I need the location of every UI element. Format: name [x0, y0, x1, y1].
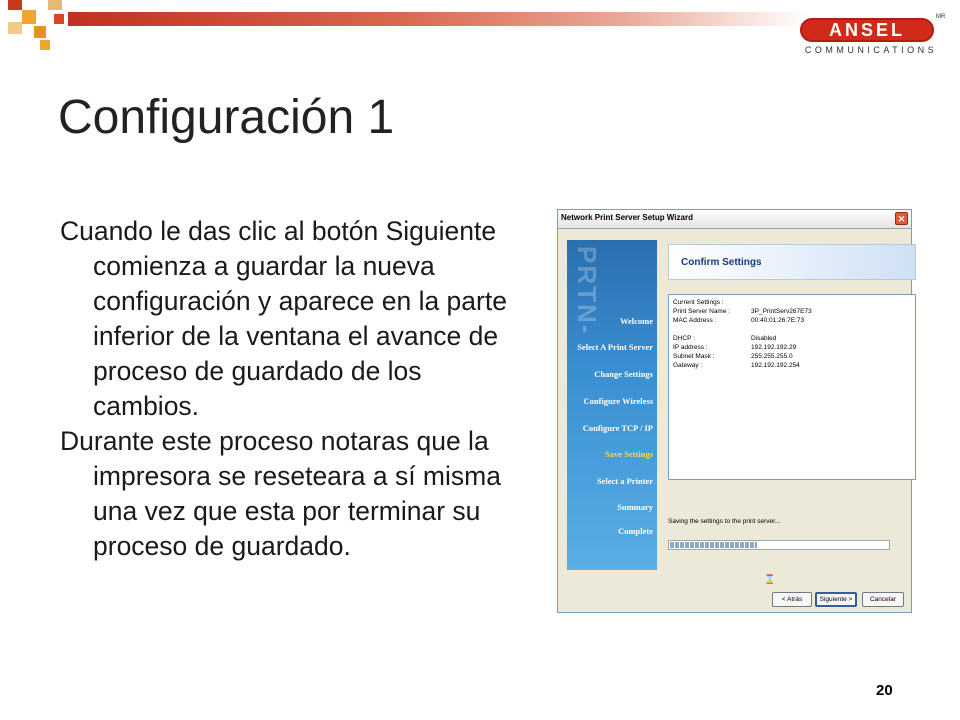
- settings-row: Print Server Name : 3P_PrintServ267E73: [673, 308, 812, 315]
- logo-mark: MR: [936, 14, 946, 20]
- slide-body: [60, 214, 530, 564]
- setup-wizard-dialog: [557, 209, 912, 613]
- settings-title: Current Settings :: [673, 299, 724, 306]
- next-button[interactable]: Siguiente >: [815, 592, 857, 607]
- slide-title: Configuración 1: [58, 91, 395, 144]
- cancel-button[interactable]: Cancelar: [862, 592, 904, 607]
- step-configure-tcpip: Configure TCP / IP: [582, 423, 653, 433]
- decor-square: [22, 10, 36, 24]
- step-save-settings: Save Settings: [605, 449, 653, 459]
- decor-square: [48, 0, 62, 10]
- step-complete: Complete: [618, 526, 653, 536]
- decor-square: [54, 14, 64, 24]
- page-number: 20: [876, 682, 893, 699]
- settings-summary-box: [668, 294, 916, 480]
- dialog-titlebar: [558, 210, 911, 229]
- sidebar-brand: PRTN-: [572, 246, 602, 336]
- paragraph: Durante este proceso notaras que la impresora se reseteara a sí misma una vez que esta por terminar su proceso de guardado.: [60, 426, 501, 561]
- close-icon[interactable]: ✕: [895, 212, 908, 225]
- step-select-print-server: Select A Print Server: [577, 342, 653, 352]
- paragraph: Cuando le das clic al botón Siguiente comienza a guardar la nueva configuración y aparece en la parte inferior de la ventana el avance de proceso de guardado de los cambios.: [60, 216, 507, 421]
- progress-label: Saving the settings to the print server...: [668, 518, 781, 525]
- settings-row: Subnet Mask : 255.255.255.0: [673, 353, 793, 360]
- hourglass-cursor-icon: ⌛: [764, 574, 776, 584]
- progress-bar: [668, 540, 890, 550]
- settings-row: Gateway : 192.192.192.254: [673, 362, 800, 369]
- step-welcome: Welcome: [619, 316, 653, 326]
- wizard-header-title: Confirm Settings: [681, 257, 762, 268]
- step-configure-wireless: Configure Wireless: [583, 396, 653, 406]
- top-gradient-bar: [68, 12, 808, 26]
- decor-square: [8, 22, 22, 34]
- step-change-settings: Change Settings: [594, 369, 653, 379]
- decor-square: [8, 0, 22, 10]
- step-select-printer: Select a Printer: [596, 476, 653, 486]
- settings-row: MAC Address : 00:40:01:26:7E:73: [673, 317, 805, 324]
- decor-square: [34, 26, 46, 38]
- progress-fill: [670, 542, 757, 548]
- settings-row: IP address : 192.192.192.29: [673, 344, 797, 351]
- back-button[interactable]: < Atrás: [772, 592, 812, 607]
- settings-row: DHCP : Disabled: [673, 335, 777, 342]
- wizard-header: [668, 244, 916, 280]
- dialog-title: Network Print Server Setup Wizard: [561, 213, 693, 222]
- logo-subtitle: COMMUNICATIONS: [804, 45, 938, 55]
- wizard-sidebar: [567, 240, 657, 570]
- company-logo: [796, 14, 946, 58]
- logo-name: ANSEL: [800, 18, 934, 42]
- decor-square: [40, 40, 50, 50]
- step-summary: Summary: [617, 502, 653, 512]
